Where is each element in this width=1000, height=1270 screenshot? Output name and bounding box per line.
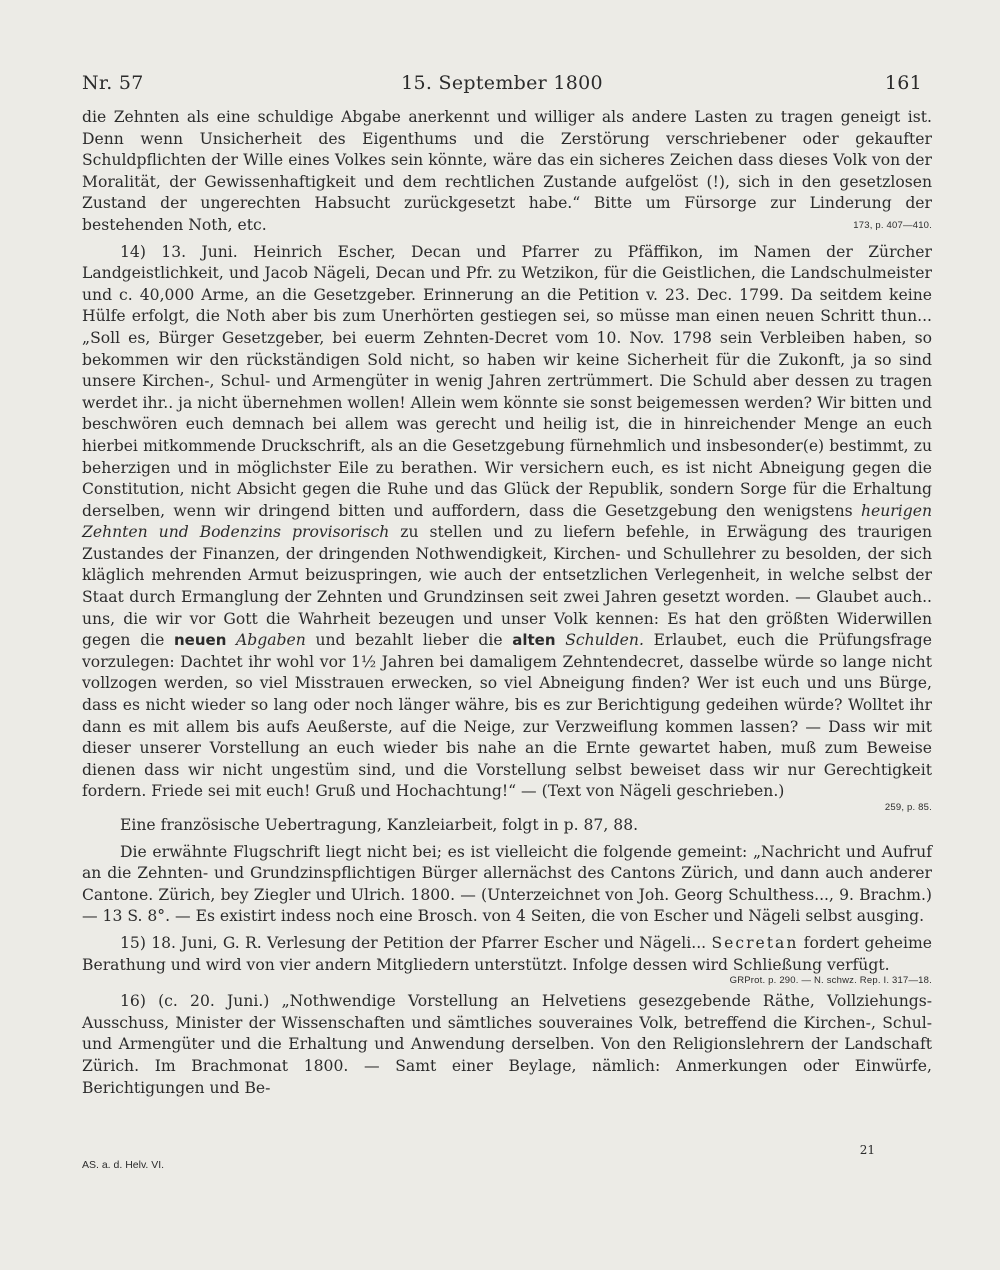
entry-text: zu stellen und zu liefern befehle, in Erwägung des traurigen Zustandes der Finanzen, der dringenden Nothwendigkeit, Kirchen- und Schullehrer zu besolden, der sich kläglich mehrenden Armut beizuspringen, wie auch der entsetzlichen Verlegenheit, in welche selbst der Staat durch Ermanglung der Zehnten und Grundzinsen seit zwei Jahren gesetzt worden. — Glaubet auch.. uns, die wir vor Gott die Wahrheit bezeugen und unser Volk kennen: Es hat den größten Widerwillen gegen die: [82, 523, 932, 650]
source-reference: GRProt. p. 290. — N. schwz. Rep. I. 317—18.: [729, 975, 932, 987]
italic-emphasis: Abgaben: [236, 631, 306, 650]
entry-text: Erlaubet, euch die Prüfungsfrage vorzulegen: Dachtet ihr wohl vor 1½ Jahren bei damaligem Zehntendecret, dasselbe würde so lange nicht vollzogen werden, so viel Misstrauen erwecken, so viel Abneigung finden? Wer ist euch und uns Bürge, dass es nicht wieder so lang oder noch länger währe, bis es zur Berichtigung gedeihen würde? Wolltet ihr dann es mit allem bis aufs Aeußerste, auf die Neige, zur Verzweiflung kommen lassen? — Dass wir mit dieser unserer Vorstellung an euch wieder bis nahe an die Ernte gewartet haben, muß zum Beweise dienen dass wir nicht ungestüm sind, und die Vorstellung selbst beweiset dass wir nur Gerechtigkeit fordern. Friede sei mit euch! Gruß und Hochachtung!“ — (Text von Nägeli geschrieben.): [82, 631, 932, 801]
spaced-name: Secretan: [711, 933, 799, 952]
page-footer: [82, 1143, 875, 1183]
page-number: 161: [884, 72, 922, 94]
signature-mark: 21: [859, 1143, 875, 1157]
entry-text: und bezahlt lieber die: [315, 631, 503, 650]
entry-text: fordert geheime Berathung und wird von vier andern Mitgliedern unterstützt. Infolge dessen wird Schließung verfügt.: [82, 933, 932, 974]
bold-emphasis: alten: [512, 631, 556, 650]
entry-15: [82, 933, 932, 976]
header-date: 15. September 1800: [401, 72, 603, 94]
series-source: AS. a. d. Helv. VI.: [82, 1159, 165, 1171]
entry-16: 16) (c. 20. Juni.) „Nothwendige Vorstellung an Helvetiens gesezgebende Räthe, Vollziehungs-Ausschuss, Minister der Wissenschaften und sämtliches souveraines Volk, betreffend die Kirchen-, Schul- und Armengüter und die Erhaltung und Anwendung derselben. Von den Religionslehrern der Landschaft Zürich. Im Brachmonat 1800. — Samt einer Beylage, nämlich: Anmerkungen oder Einwürfe, Berichtigungen und Be-: [82, 992, 932, 1097]
source-reference: 173, p. 407—410.: [853, 219, 932, 231]
italic-emphasis: Schulden.: [565, 631, 644, 650]
paragraph-text: die Zehnten als eine schuldige Abgabe anerkennt und williger als andere Lasten zu tragen geneigt ist. Denn wenn Unsicherheit des Eigenthums und die Zerstörung verschriebener oder gekaufter Schuldpflichten der Wille eines Volkes sein könnte, wäre das ein sicheres Zeichen dass dieses Volk von der Moralität, der Gewissenhaftigkeit und dem rechtlichen Zustande aufgelöst (!), sich in den gesetzlosen Zustand der ungerechten Habsucht zurückgesetzt habe.“ Bitte um Fürsorge zur Linderung der bestehenden Noth, etc.: [82, 108, 932, 234]
note-translation: Eine französische Uebertragung, Kanzleiarbeit, folgt in p. 87, 88.: [120, 816, 639, 834]
document-body: [82, 107, 932, 1099]
italic-emphasis: heurigen Zehnten und Bodenzins provisorisch: [82, 501, 932, 542]
entry-text: 14) 13. Juni. Heinrich Escher, Decan und Pfarrer zu Pfäffikon, im Namen der Zürcher Landgeistlichkeit, und Jacob Nägeli, Decan und Pfr. zu Wetzikon, für die Geistlichen, die Landschulmeister und c. 40,000 Arme, an die Gesetzgeber. Erinnerung an die Petition v. 23. Dec. 1799. Da seitdem keine Hülfe erfolgt, die Noth aber bis zum Unerhörten gestiegen sei, so müsse man einen neuen Schritt thun... „Soll es, Bürger Gesetzgeber, bei euerm Zehnten-Decret vom 10. Nov. 1798 sein Verbleiben haben, so bekommen wir den rückständigen Sold nicht, so haben wir keine Sicherheit für die Zukonft, ja so sind unsere Kirchen-, Schul- und Armengüter in wenig Jahren zertrümmert. Die Schuld aber dessen zu tragen werdet ihr.. ja nicht übernehmen wollen! Allein wem könnte sie sonst beigemessen werden? Wir bitten und beschwören euch demnach bei allem was gerecht und heilig ist, die in hinreichender Menge an euch hierbei mitkommende Druckschrift, als an die Gesetzgebung fürnehmlich und insbesonder(e) bestimmt, zu beherzigen und in möglichster Eile zu berathen. Wir versichern euch, es ist nicht Abneigung gegen die Constitution, nicht Absicht gegen die Ruhe und das Glück der Republik, sondern Sorge für die Erhaltung derselben, wenn wir dringend bitten und auffordern, dass die Gesetzgebung den wenigstens: [82, 242, 932, 520]
running-header: [82, 72, 922, 98]
source-reference: 259, p. 85.: [884, 802, 932, 813]
entry-14: [82, 242, 932, 803]
bold-emphasis: neuen: [173, 631, 227, 650]
paragraph-continuation: [82, 107, 932, 237]
note-pamphlet: Die erwähnte Flugschrift liegt nicht bei; es ist vielleicht die folgende gemeint: „Nachricht und Aufruf an die Zehnten- und Grundzinspflichtigen Bürger allernächst des Cantons Zürich, und dann auch anderer Cantone. Zürich, bey Ziegler und Ulrich. 1800. — (Unterzeichnet von Joh. Georg Schulthess..., 9. Brachm.) — 13 S. 8°. — Es existirt indess noch eine Brosch. von 4 Seiten, die von Escher und Nägeli selbst ausging.: [82, 842, 932, 926]
document-number: Nr. 57: [82, 72, 144, 94]
entry-text: 15) 18. Juni, G. R. Verlesung der Petition der Pfarrer Escher und Nägeli...: [120, 933, 707, 952]
